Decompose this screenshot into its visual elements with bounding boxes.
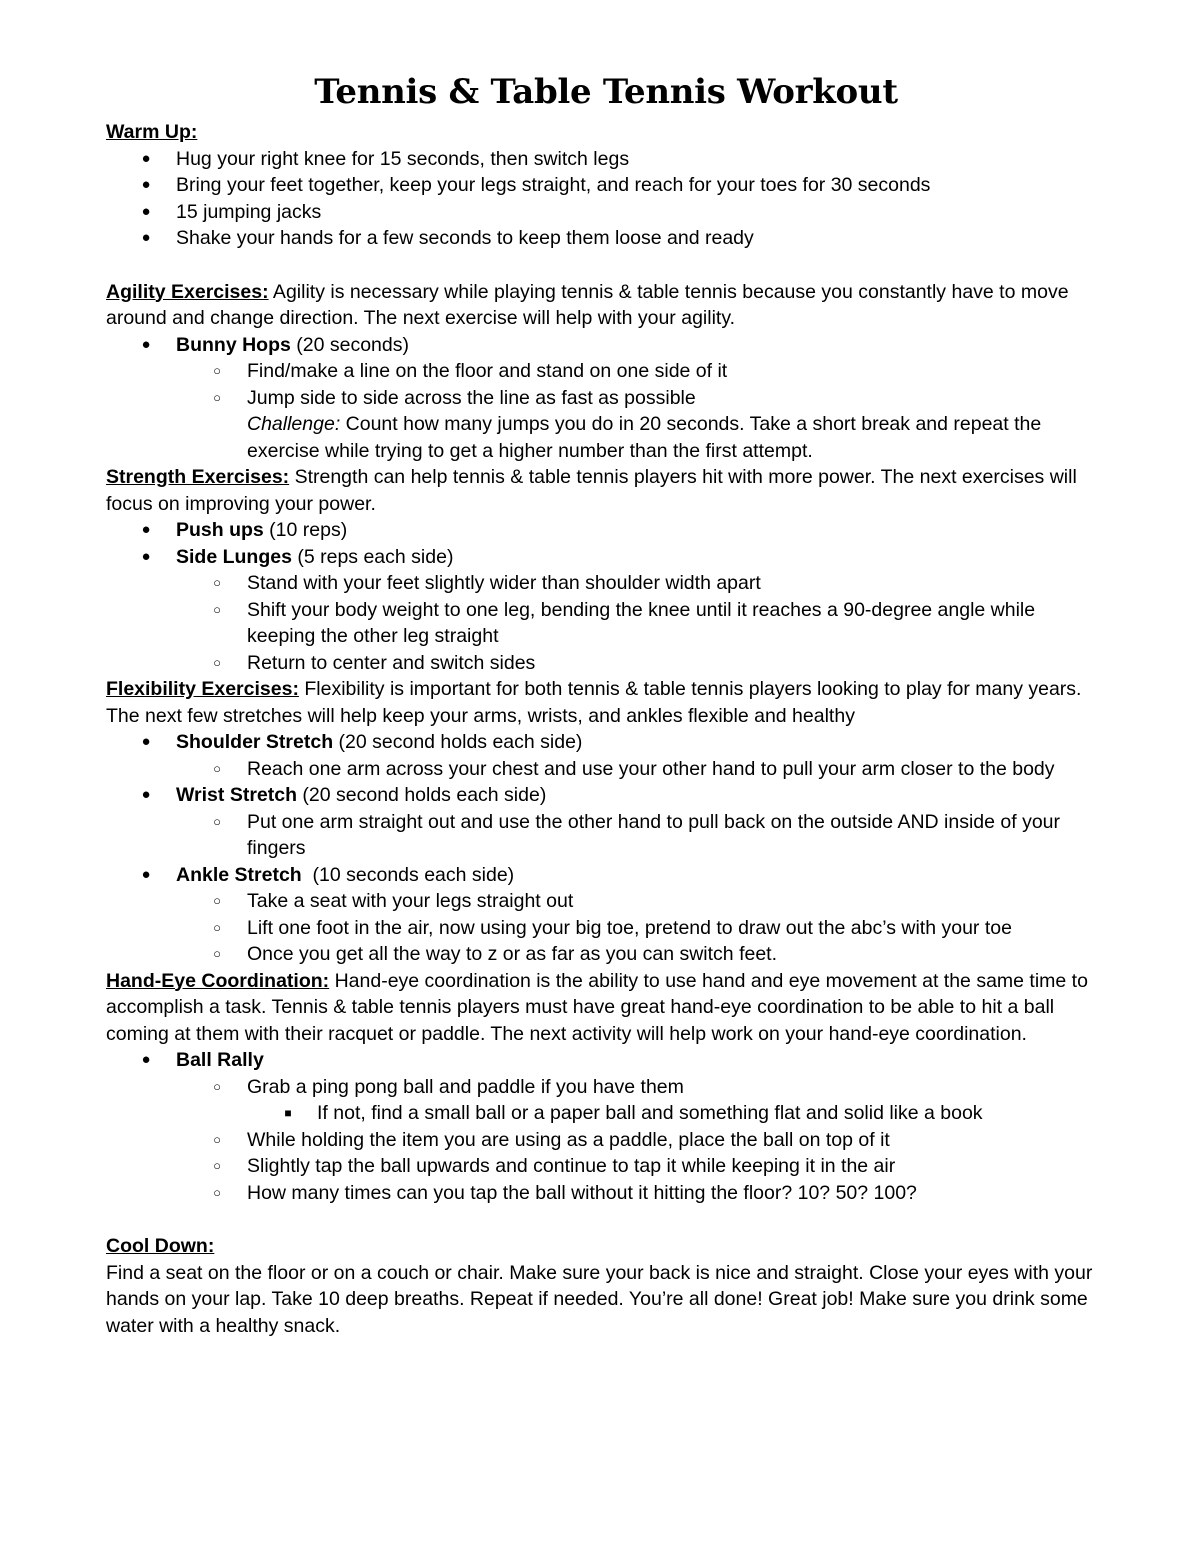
agility-list <box>106 332 1106 465</box>
step-item: ○ Lift one foot in the air, now using your big toe, pretend to draw out the abc’s with your toe <box>106 915 1106 942</box>
flexibility-intro: Flexibility Exercises: Flexibility is important for both tennis & table tennis players looking to play for many years. The next few stretches will help keep your arms, wrists, and ankles flexible and healthy <box>106 678 1082 727</box>
step-item: ○ Return to center and switch sides <box>106 650 1106 677</box>
circle-bullet-icon: ○ <box>213 1078 221 1094</box>
cool-down-heading: Cool Down: <box>106 1235 215 1257</box>
circle-bullet-icon: ○ <box>213 1158 221 1173</box>
circle-bullet-icon: ○ <box>213 919 221 935</box>
bullet-icon: ● <box>141 229 151 246</box>
strength-intro: Strength Exercises: Strength can help tennis & table tennis players hit with more power. The next exercises will focus on improving your power. <box>106 466 1077 515</box>
bullet-icon: ● <box>141 176 151 193</box>
list-item: ● 15 jumping jacks <box>106 199 1106 226</box>
exercise-name: Ankle Stretch <box>176 863 302 886</box>
circle-bullet-icon: ○ <box>213 575 221 590</box>
hand-eye-heading: Hand-Eye Coordination: <box>106 969 330 992</box>
warm-up-list <box>106 146 1106 252</box>
bullet-icon: ● <box>141 733 151 750</box>
spacer <box>106 1206 1106 1233</box>
circle-bullet-icon: ○ <box>213 893 221 908</box>
spacer <box>106 252 1106 279</box>
hand-eye-intro: Hand-Eye Coordination: Hand-eye coordination is the ability to use hand and eye movement at the same time to accomplish a task. Tennis & table tennis players must have great hand-eye coordination to be able to hit a ball coming at them with their racquet or paddle. The next activity will help work on your hand-eye coordination. <box>106 969 1088 1045</box>
bullet-icon: ● <box>141 202 151 220</box>
exercise-item: ● Shoulder Stretch (20 second holds each side) <box>106 729 1106 756</box>
circle-bullet-icon: ○ <box>213 654 221 670</box>
strength-heading: Strength Exercises: <box>106 466 290 488</box>
step-item: ○ Take a seat with your legs straight out <box>106 888 1106 915</box>
bullet-icon: ● <box>141 335 151 353</box>
bullet-icon: ● <box>141 865 151 883</box>
step-item: ○ Grab a ping pong ball and paddle if you have them <box>106 1074 1106 1101</box>
circle-bullet-icon: ○ <box>213 389 221 405</box>
step-item: ○ Jump side to side across the line as fast as possible Challenge: Count how many jumps you do in 20 seconds. Take a short break and repeat the exercise while trying to get a higher number than the first attempt. <box>106 385 1106 465</box>
bullet-icon: ● <box>141 786 151 803</box>
bullet-icon: ● <box>141 1051 151 1068</box>
exercise-item: ● Bunny Hops (20 seconds) <box>106 332 1106 359</box>
bullet-icon: ● <box>141 547 151 565</box>
circle-bullet-icon: ○ <box>213 363 221 378</box>
sub-step-item: ■ If not, find a small ball or a paper ball and something flat and solid like a book <box>106 1100 1106 1127</box>
exercise-name: Side Lunges <box>176 545 292 568</box>
circle-bullet-icon: ○ <box>213 813 221 829</box>
circle-bullet-icon: ○ <box>213 1131 221 1147</box>
list-item: ● Bring your feet together, keep your legs straight, and reach for your toes for 30 seconds <box>106 172 1106 199</box>
exercise-name: Ball Rally <box>176 1049 264 1071</box>
exercise-item <box>106 1047 1106 1074</box>
square-bullet-icon: ■ <box>284 1106 292 1120</box>
step-item: ○ While holding the item you are using as a paddle, place the ball on top of it <box>106 1127 1106 1154</box>
step-item: ○ Reach one arm across your chest and use your other hand to pull your arm closer to the body <box>106 756 1106 783</box>
list-item: ● Shake your hands for a few seconds to keep them loose and ready <box>106 225 1106 252</box>
exercise-item: ● Ankle Stretch (10 seconds each side) <box>106 862 1106 889</box>
circle-bullet-icon: ○ <box>213 1184 221 1200</box>
step-item: ○ Once you get all the way to z or as far as you can switch feet. <box>106 941 1106 968</box>
step-item: ○ Put one arm straight out and use the other hand to pull back on the outside AND inside of your fingers <box>106 809 1106 862</box>
bullet-icon: ● <box>141 521 151 538</box>
challenge-label: Challenge: <box>247 413 341 435</box>
bullet-icon: ● <box>141 149 151 167</box>
circle-bullet-icon: ○ <box>213 760 221 776</box>
cool-down-text: Find a seat on the floor or on a couch or chair. Make sure your back is nice and straight. Close your eyes with your hands on your lap. Take 10 deep breaths. Repeat if needed. You’re all done! Great job! Make sure you drink some water with a healthy snack. <box>106 1261 1093 1337</box>
step-item: ○ How many times can you tap the ball without it hitting the floor? 10? 50? 100? <box>106 1180 1106 1207</box>
warm-up-heading: Warm Up: <box>106 121 198 143</box>
step-item: ○ Find/make a line on the floor and stand on one side of it <box>106 358 1106 385</box>
exercise-name: Shoulder Stretch <box>176 731 334 753</box>
exercise-item: ● Wrist Stretch (20 second holds each side) <box>106 782 1106 809</box>
strength-list <box>106 517 1106 676</box>
hand-eye-list <box>106 1047 1106 1206</box>
exercise-name: Wrist Stretch <box>176 784 297 806</box>
page-title: Tennis & Table Tennis Workout <box>314 72 898 112</box>
flexibility-list <box>106 729 1106 968</box>
agility-heading: Agility Exercises: <box>106 280 269 303</box>
exercise-item: ● Side Lunges (5 reps each side) <box>106 544 1106 571</box>
list-item: ● Hug your right knee for 15 seconds, then switch legs <box>106 146 1106 173</box>
circle-bullet-icon: ○ <box>213 601 221 617</box>
step-item: ○ Stand with your feet slightly wider than shoulder width apart <box>106 570 1106 597</box>
worksheet-page <box>106 72 1106 1339</box>
agility-intro: Agility Exercises: Agility is necessary while playing tennis & table tennis because you constantly have to move around and change direction. The next exercise will help with your agility. <box>106 280 1069 329</box>
cool-down-section <box>106 1233 1106 1260</box>
exercise-name: Push ups <box>176 519 264 541</box>
step-item: ○ Slightly tap the ball upwards and continue to tap it while keeping it in the air <box>106 1153 1106 1180</box>
exercise-item: ● Push ups (10 reps) <box>106 517 1106 544</box>
circle-bullet-icon: ○ <box>213 946 221 961</box>
exercise-name: Bunny Hops <box>176 333 291 356</box>
warm-up-section <box>106 119 1106 146</box>
flexibility-heading: Flexibility Exercises: <box>106 678 299 700</box>
step-item: ○ Shift your body weight to one leg, bending the knee until it reaches a 90-degree angle while keeping the other leg straight <box>106 597 1106 650</box>
